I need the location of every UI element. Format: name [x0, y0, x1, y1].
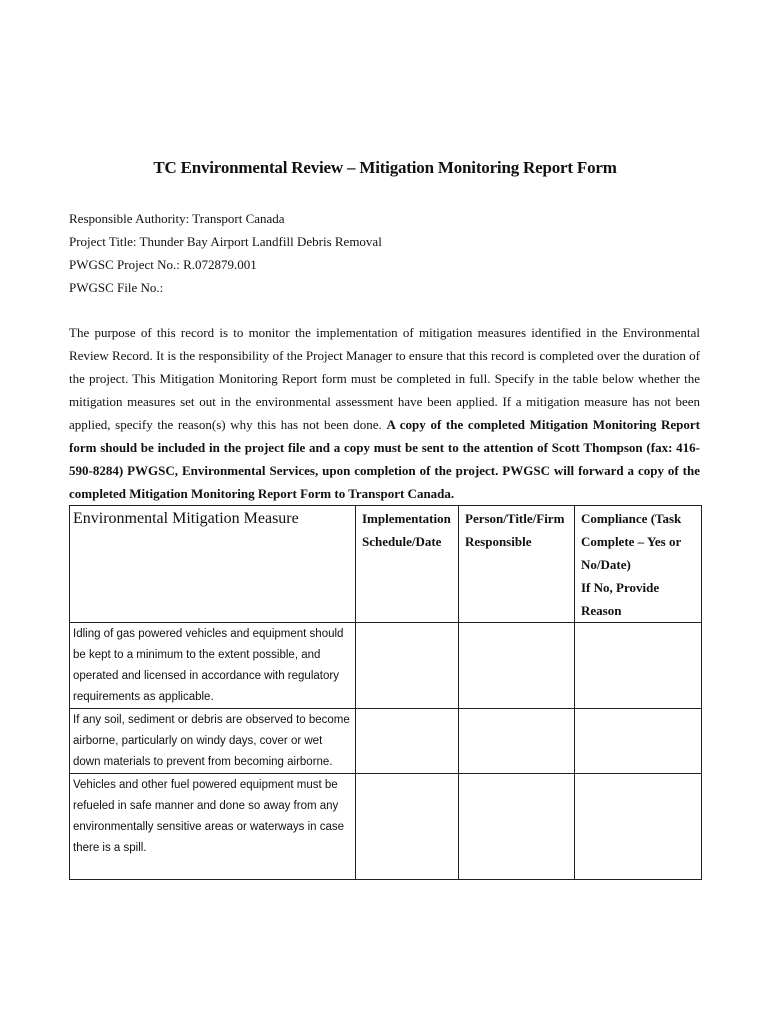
header-person: Person/Title/Firm Responsible	[459, 506, 575, 623]
file-number: PWGSC File No.:	[69, 280, 164, 295]
table-header-row	[70, 506, 702, 623]
project-title: Project Title: Thunder Bay Airport Landfill Debris Removal	[69, 234, 382, 249]
measure-cell: Vehicles and other fuel powered equipment must be refueled in safe manner and done so away from any environmentally sensitive areas or waterways in case there is a spill.	[70, 774, 356, 880]
person-cell[interactable]	[459, 623, 575, 709]
header-compliance: Compliance (Task Complete – Yes or No/Date) If No, Provide Reason	[575, 506, 702, 623]
person-cell[interactable]	[459, 709, 575, 774]
measure-cell: Idling of gas powered vehicles and equipment should be kept to a minimum to the extent possible, and operated and licensed in accordance with regulatory requirements as applicable.	[70, 623, 356, 709]
measure-cell: If any soil, sediment or debris are observed to become airborne, particularly on windy days, cover or wet down materials to prevent from becoming airborne.	[70, 709, 356, 774]
document-title: TC Environmental Review – Mitigation Monitoring Report Form	[153, 158, 617, 177]
schedule-cell[interactable]	[356, 709, 459, 774]
header-schedule: Implementation Schedule/Date	[356, 506, 459, 623]
table-row	[70, 623, 702, 709]
mitigation-table	[69, 505, 702, 880]
schedule-cell[interactable]	[356, 774, 459, 880]
compliance-cell[interactable]	[575, 709, 702, 774]
compliance-cell[interactable]	[575, 623, 702, 709]
table-row	[70, 774, 702, 880]
purpose-text: The purpose of this record is to monitor the implementation of mitigation measures identified in the Environmental Review Record. It is the responsibility of the Project Manager to ensure that this record is completed over the duration of the project. This Mitigation Monitoring Report form must be completed in full. Specify in the table below whether the mitigation measures set out in the environmental assessment have been applied. If a mitigation measure has not been applied, specify the reason(s) why this has not been done.	[69, 325, 700, 432]
header-measure: Environmental Mitigation Measure	[70, 506, 356, 623]
person-cell[interactable]	[459, 774, 575, 880]
project-number: PWGSC Project No.: R.072879.001	[69, 257, 257, 272]
compliance-cell[interactable]	[575, 774, 702, 880]
purpose-bold-text: A copy of the completed Mitigation Monitoring Report form should be included in the project file and a copy must be sent to the attention of Scott Thompson (fax: 416-590-8284) PWGSC, Environmental Services, upon completion of the project. PWGSC will forward a copy of the completed Mitigation Monitoring Report Form to Transport Canada.	[69, 417, 701, 501]
responsible-authority: Responsible Authority: Transport Canada	[69, 211, 285, 226]
table-row	[70, 709, 702, 774]
purpose-paragraph	[69, 321, 700, 505]
project-info-block	[69, 207, 382, 299]
schedule-cell[interactable]	[356, 623, 459, 709]
